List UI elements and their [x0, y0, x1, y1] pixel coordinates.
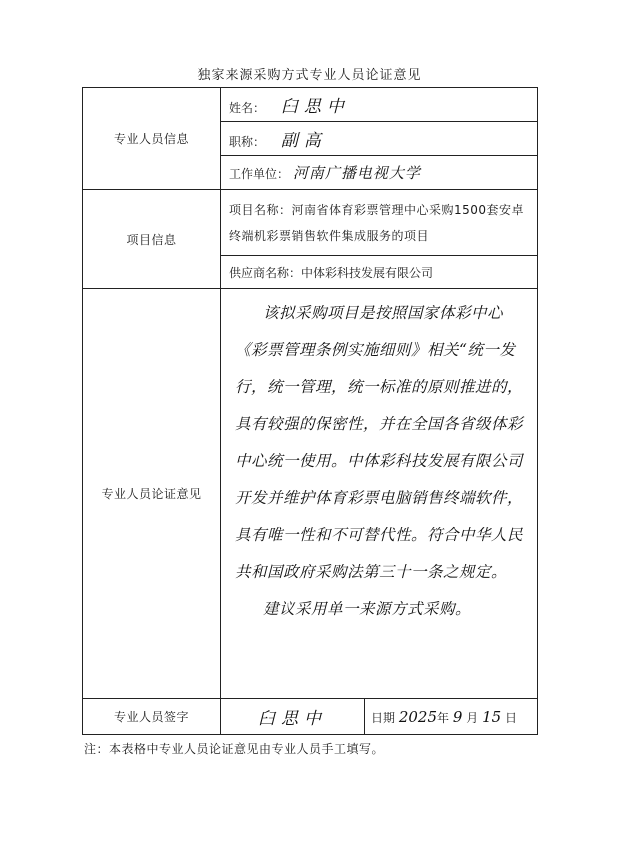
title-label: 职称：: [229, 135, 266, 149]
title-value: 副高: [280, 131, 327, 151]
opinion-paragraph: 该拟采购项目是按照国家体彩中心《彩票管理条例实施细则》相关“统一发行，统一管理，统一标准的原则推进的，具有较强的保密性，并在全国各省级体彩中心统一使用。中体彩科技发展有限公司开发并维护体育彩票电脑销售终端软件，具有唯一性和不可替代性。符合中华人民共和国政府采购法第三十一条之规定。: [235, 304, 524, 581]
project-info-label: 项目信息: [83, 190, 221, 289]
opinion-row: [83, 289, 538, 699]
opinion-conclusion: 建议采用单一来源方式采购。: [263, 600, 472, 618]
opinion-field: [221, 289, 538, 699]
opinion-label: 专业人员论证意见: [83, 289, 221, 699]
name-field: [221, 88, 538, 122]
unit-field: [221, 156, 538, 190]
date-day: 15: [482, 707, 502, 726]
name-row: [83, 88, 538, 122]
name-value: 臼思中: [280, 97, 350, 117]
signature-row: [83, 699, 538, 735]
expert-info-label: 专业人员信息: [83, 88, 221, 190]
date-field: [365, 699, 538, 735]
date-label: 日期: [371, 710, 396, 725]
date-day-unit: 日: [505, 710, 518, 725]
project-name-row: [83, 190, 538, 256]
signature-label: 专业人员签字: [83, 699, 221, 735]
document-title: 独家来源采购方式专业人员论证意见: [197, 68, 422, 83]
date-month-unit: 月: [466, 710, 479, 725]
title-field: [221, 122, 538, 156]
footnote: 注：本表格中专业人员论证意见由专业人员手工填写。: [84, 742, 385, 756]
date-year-unit: 年: [437, 710, 450, 725]
unit-value: 河南广播电视大学: [292, 164, 421, 182]
date-month: 9: [452, 707, 463, 726]
argument-form-table: [82, 87, 538, 735]
signature-value: 臼思中: [258, 709, 327, 729]
date-year: 2025: [398, 707, 438, 726]
supplier-field: 供应商名称：中体彩科技发展有限公司: [221, 256, 538, 289]
name-label: 姓名：: [229, 101, 266, 115]
unit-label: 工作单位：: [229, 167, 290, 181]
project-name-field: 项目名称：河南省体育彩票管理中心采购1500套安卓终端机彩票销售软件集成服务的项目: [221, 190, 538, 256]
signature-field: [221, 699, 365, 735]
